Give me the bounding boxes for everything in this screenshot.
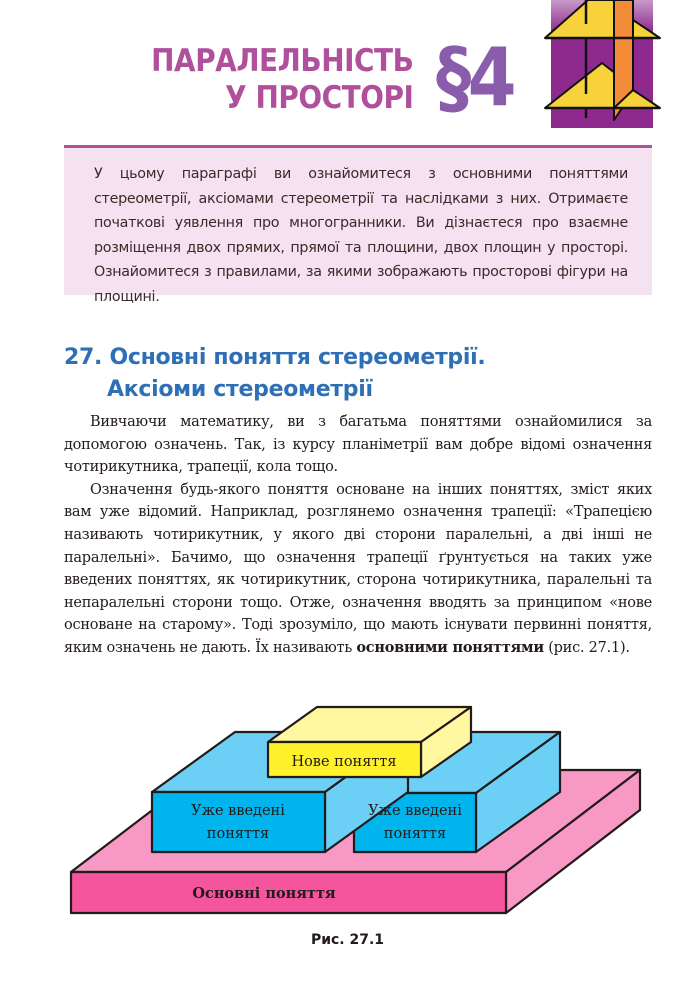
- body-text: [64, 411, 652, 660]
- chapter-title: [151, 43, 413, 117]
- paragraph-1: Вивчаючи математику, ви з багатьма поняттями ознайомилися за допомогою означень. Так, із курсу планіметрії вам добре відомі означення чотирикутника, трапеції, кола тощо.: [64, 414, 652, 476]
- figure-caption: Рис. 27.1: [310, 932, 385, 948]
- paragraph-2-end: (рис. 27.1).: [543, 639, 630, 656]
- section-heading: [64, 342, 485, 406]
- section-heading-number: 27.: [64, 345, 103, 370]
- key-term: основними поняттями: [356, 638, 544, 656]
- chapter-title-line2: У ПРОСТОРІ: [224, 80, 413, 116]
- intro-box: [64, 145, 652, 305]
- paragraph-2: [64, 479, 652, 660]
- intro-text: У цьому параграфі ви ознайомитеся з основними поняттями стереометрії, аксіомами стереометрії та наслідками з них. Отримаєте початкові уявлення про многогранники. Ви дізнаєтеся про взаємне розміщення двох прямих, прямої та площини, двох площин у просторі. Ознайомитеся з правилами, за якими зображають просторові фігури на площині.: [94, 166, 628, 305]
- label-introduced-left-2: поняття: [206, 826, 270, 842]
- label-introduced-left-1: Уже введені: [191, 803, 285, 819]
- figure-concept-pyramid: [0, 690, 695, 930]
- section-number: §4: [436, 31, 514, 124]
- section-heading-line2: Аксіоми стереометрії: [107, 377, 373, 402]
- paragraph-2-start: Означення будь-якого поняття основане на інших поняттях, зміст яких вам уже відомий. Наприклад, розглянемо означення трапеції: «Трапецією називають чотирикутник, у якого дві сторони паралельні, а дві інші не паралельні». Бачимо, що означення трапеції ґрунтується на таких уже введених поняттях, як чотирикутник, сторона чотирикутника, паралельні та непаралельні сторони тощо. Отже, означення вводять за принципом «нове основане на старому». Тоді зрозуміло, що мають існувати первинні поняття, яким означень не дають. Їх називають: [64, 481, 652, 656]
- label-introduced-right-2: поняття: [383, 826, 447, 842]
- label-introduced-right-1: Уже введені: [368, 803, 462, 819]
- section-heading-line1: Основні поняття стереометрії.: [109, 345, 486, 370]
- label-basic-concepts: Основні поняття: [192, 885, 336, 902]
- label-new-concept: Нове поняття: [291, 754, 397, 770]
- chapter-title-line1: ПАРАЛЕЛЬНІСТЬ: [150, 43, 413, 79]
- chapter-logo-icon: [540, 0, 670, 135]
